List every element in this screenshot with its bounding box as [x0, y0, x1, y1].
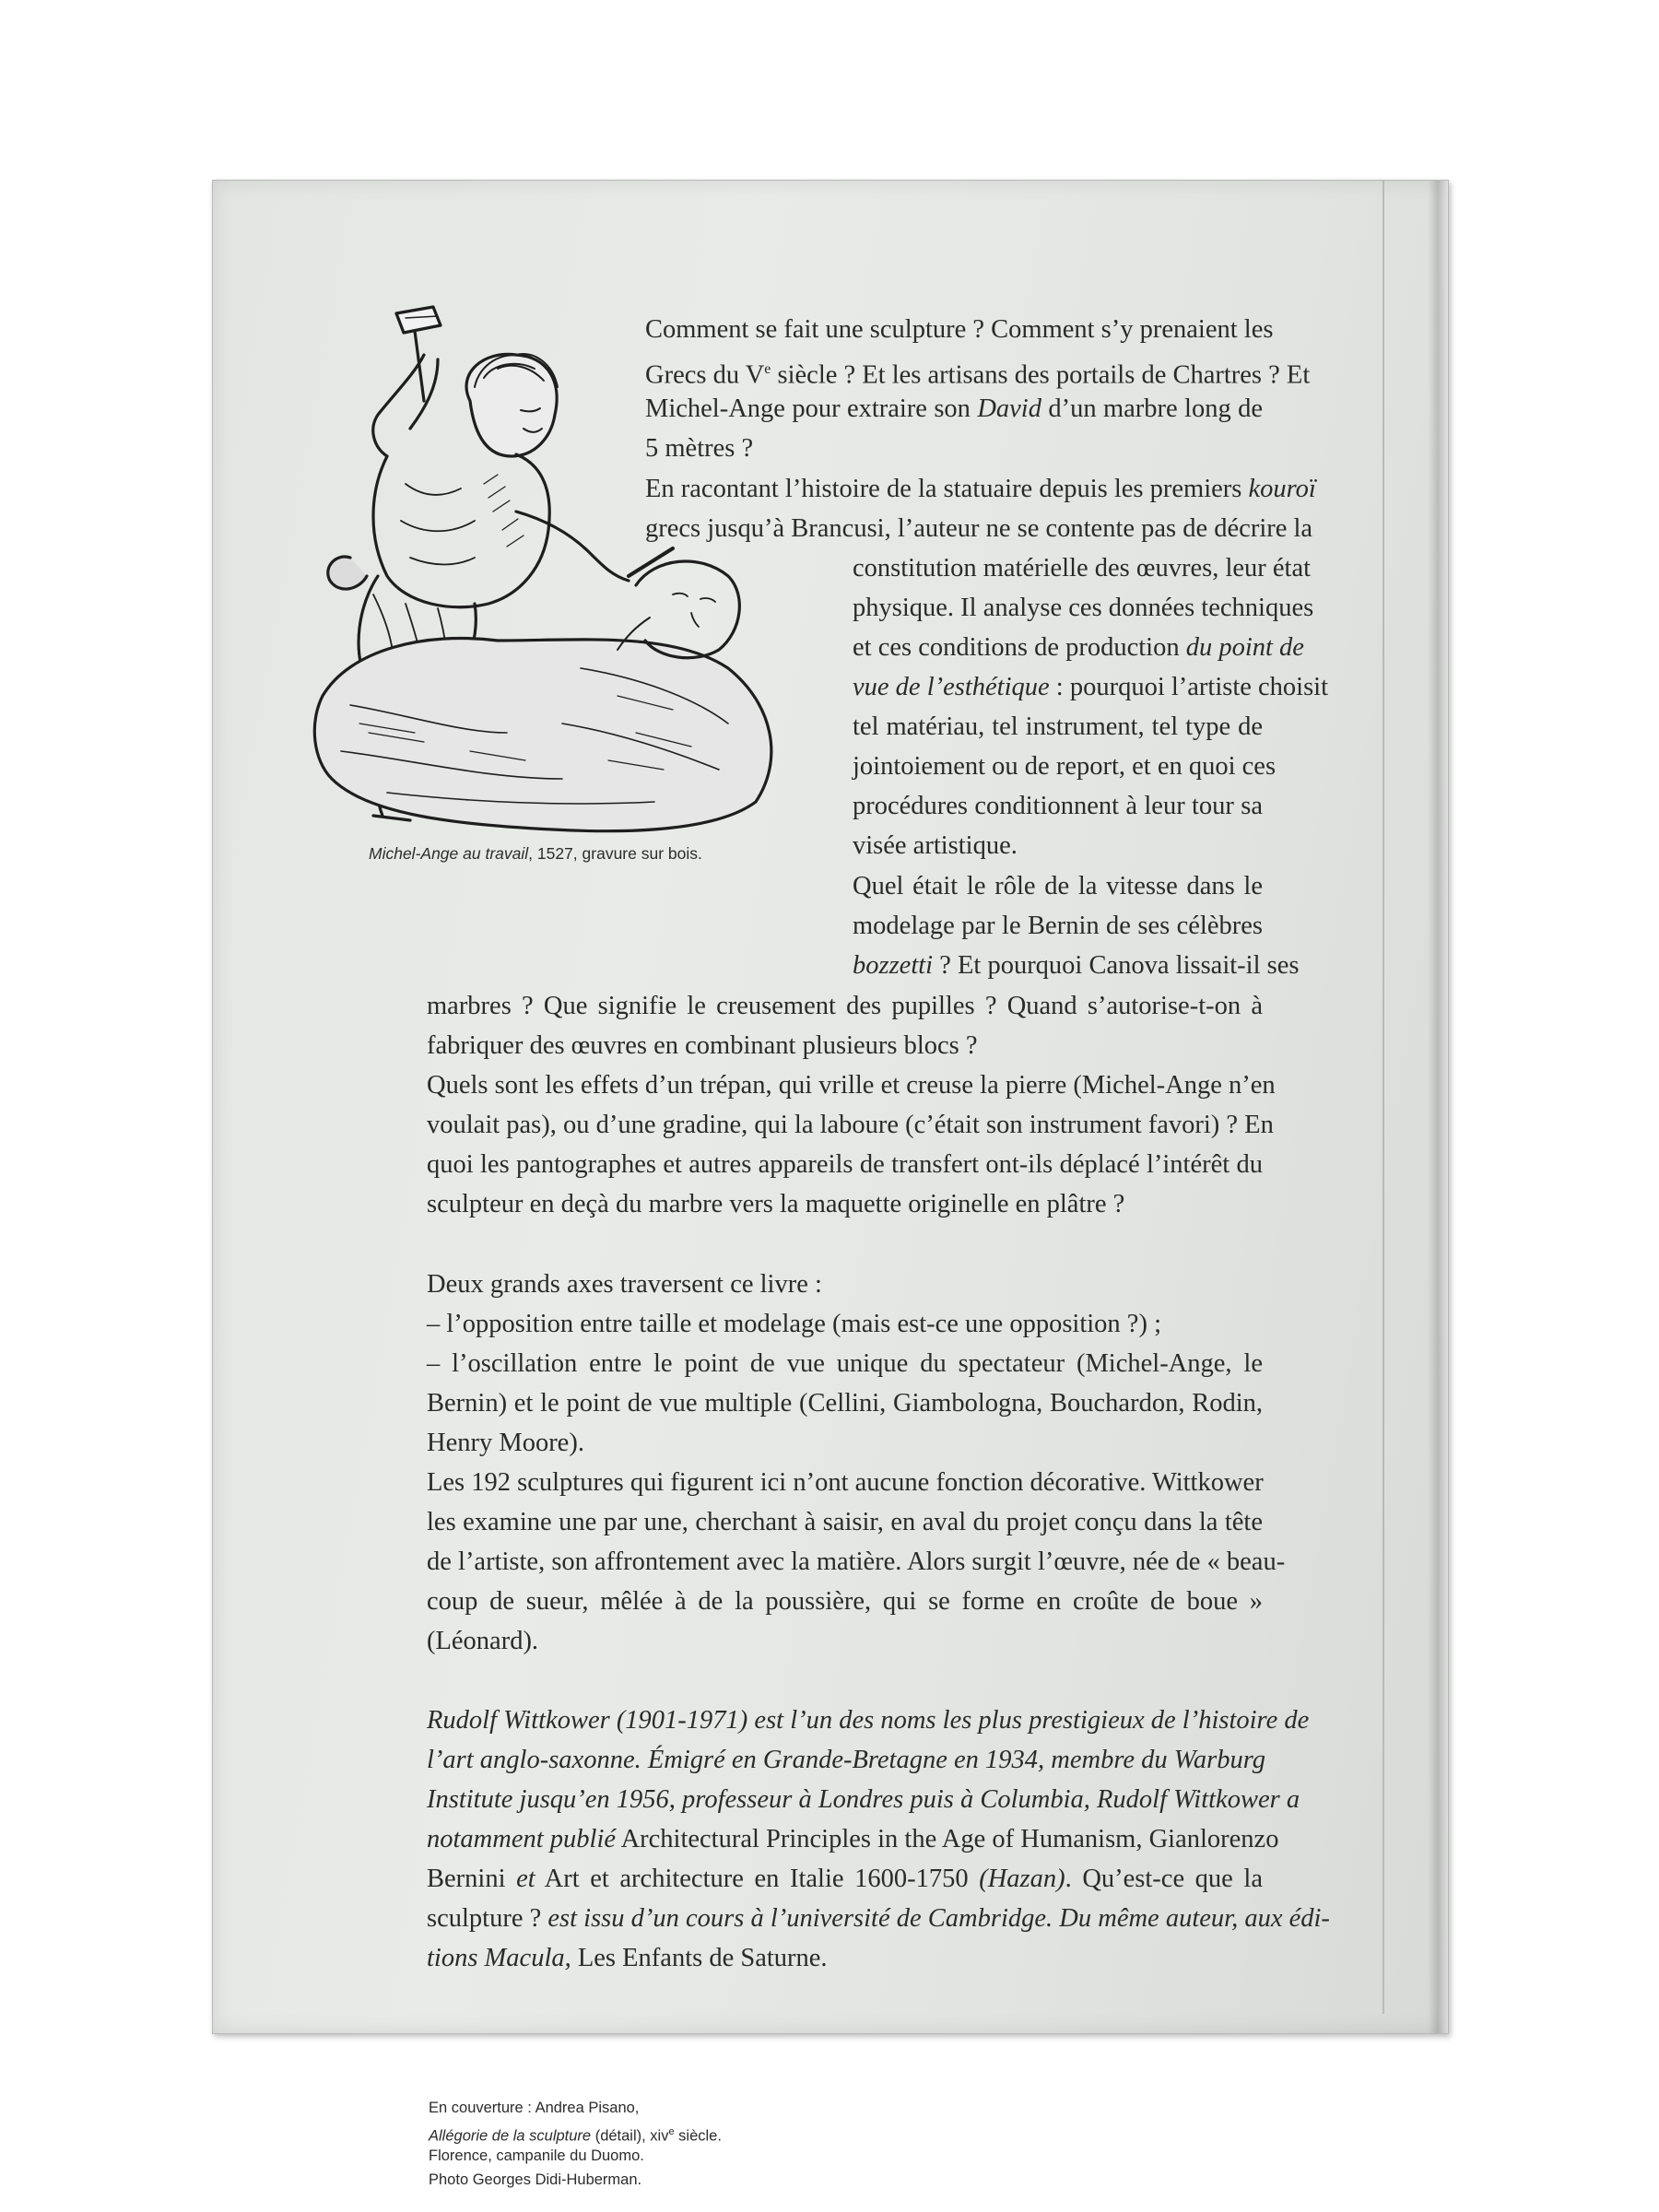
- p6-line-4: coup de sueur, mêlée à de la poussière, qui se forme en croûte de boue »: [427, 1587, 1263, 1616]
- axes-line-3: – l’oscillation entre le point de vue unique du spectateur (Michel-Ange, le: [427, 1349, 1263, 1378]
- intro-line-2: Grecs du Ve siècle ? Et les artisans des portails de Chartres ? Et: [645, 360, 1311, 390]
- p3-line-5: fabriquer des œuvres en combinant plusieurs blocs ?: [427, 1031, 978, 1060]
- bio-line-5: Bernini et Art et architecture en Italie 1600-1750 (Hazan). Qu’est-ce que la: [427, 1865, 1263, 1893]
- p2-line-7: tel matériau, tel instrument, tel type de: [853, 712, 1263, 741]
- p6-line-1: Les 192 sculptures qui figurent ici n’ont aucune fonction décorative. Wittkower: [427, 1468, 1264, 1497]
- axes-line-4: Bernin) et le point de vue multiple (Cellini, Giambologna, Bouchardon, Rodin,: [427, 1389, 1263, 1418]
- p6-line-2: les examine une par une, cherchant à saisir, en aval du projet conçu dans la tête: [427, 1508, 1263, 1536]
- axes-line-5: Henry Moore).: [427, 1429, 584, 1457]
- credit-line-2: Allégorie de la sculpture (détail), xiv$^e$ siècle.: [429, 2126, 722, 2145]
- bio-line-7: tions Macula, Les Enfants de Saturne.: [427, 1944, 828, 1972]
- intro-line-4: 5 mètres ?: [645, 434, 754, 463]
- credit-line-1: En couverture : Andrea Pisano,: [429, 2100, 640, 2116]
- p2-line-4: physique. Il analyse ces données techniques: [853, 594, 1314, 622]
- p2-line-5: et ces conditions de production du point de: [853, 633, 1304, 662]
- p2-line-2: grecs jusqu’à Brancusi, l’auteur ne se contente pas de décrire la: [645, 514, 1313, 543]
- bio-line-3: Institute jusqu’en 1956, professeur à Londres puis à Columbia, Rudolf Wittkower a: [427, 1785, 1300, 1814]
- spine-fold-line: [1382, 180, 1384, 2014]
- bio-line-2: l’art anglo-saxonne. Émigré en Grande-Bretagne en 1934, membre du Warburg: [427, 1746, 1266, 1774]
- p3-line-1: Quel était le rôle de la vitesse dans le: [853, 872, 1263, 900]
- p4-line-1: Quels sont les effets d’un trépan, qui vrille et creuse la pierre (Michel-Ange n’en: [427, 1071, 1276, 1100]
- p3-line-2: modelage par le Bernin de ses célèbres: [853, 912, 1263, 940]
- cover-edge-shadow: [1428, 181, 1448, 2033]
- p4-line-3: quoi les pantographes et autres appareils de transfert ont-ils déplacé l’intérêt du: [427, 1150, 1263, 1179]
- p6-line-5: (Léonard).: [427, 1627, 539, 1655]
- intro-line-1: Comment se fait une sculpture ? Comment s’y prenaient les: [645, 315, 1274, 344]
- p4-line-4: sculpteur en deçà du marbre vers la maquette originelle en plâtre ?: [427, 1190, 1125, 1218]
- p2-line-9: procédures conditionnent à leur tour sa: [853, 792, 1263, 820]
- credit-line-3: Florence, campanile du Duomo.: [429, 2147, 644, 2164]
- p6-line-3: de l’artiste, son affrontement avec la matière. Alors surgit l’œuvre, née de « beau-: [427, 1547, 1286, 1576]
- bio-line-1: Rudolf Wittkower (1901-1971) est l’un des noms les plus prestigieux de l’histoire de: [427, 1706, 1310, 1735]
- credit-line-4: Photo Georges Didi-Huberman.: [429, 2171, 642, 2188]
- p2-line-10: visée artistique.: [853, 831, 1018, 860]
- axes-line-1: Deux grands axes traversent ce livre :: [427, 1270, 822, 1299]
- p2-line-6: vue de l’esthétique : pourquoi l’artiste choisit: [853, 673, 1329, 701]
- intro-line-3: Michel-Ange pour extraire son David d’un marbre long de: [645, 394, 1263, 423]
- p3-line-4: marbres ? Que signifie le creusement des pupilles ? Quand s’autorise-t-on à: [427, 992, 1263, 1020]
- p2-line-1: En racontant l’histoire de la statuaire depuis les premiers kouroï: [645, 475, 1316, 503]
- p2-line-3: constitution matérielle des œuvres, leur état: [853, 554, 1312, 582]
- bio-line-4: notamment publié Architectural Principles in the Age of Humanism, Gianlorenzo: [427, 1825, 1279, 1853]
- p2-line-8: jointoiement ou de report, et en quoi ces: [853, 752, 1277, 781]
- p3-line-3: bozzetti ? Et pourquoi Canova lissait-il ses: [853, 951, 1300, 980]
- bio-line-6: sculpture ? est issu d’un cours à l’université de Cambridge. Du même auteur, aux édi-: [427, 1904, 1330, 1933]
- p4-line-2: voulait pas), ou d’une gradine, qui la laboure (c’était son instrument favori) ? En: [427, 1111, 1274, 1139]
- illustration-caption: Michel-Ange au travail, 1527, gravure sur bois.: [369, 844, 702, 863]
- axes-line-2: – l’opposition entre taille et modelage (mais est-ce une opposition ?) ;: [427, 1310, 1161, 1338]
